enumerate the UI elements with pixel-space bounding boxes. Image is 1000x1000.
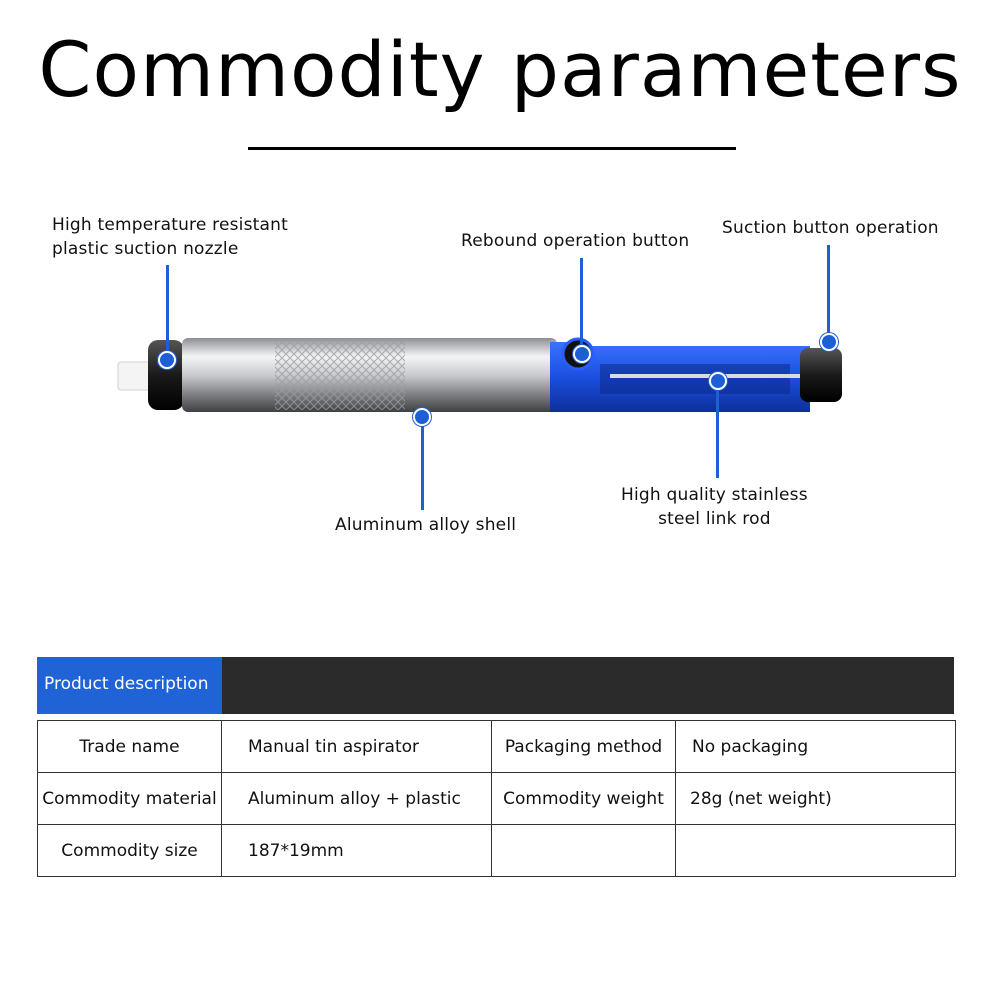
leader-suction — [827, 245, 830, 338]
page-title: Commodity parameters — [38, 25, 962, 114]
spec-value: Aluminum alloy + plastic — [222, 773, 492, 825]
marker-suction — [820, 333, 838, 351]
spec-table — [37, 720, 956, 877]
spec-key: Commodity size — [38, 825, 222, 877]
marker-rod — [709, 372, 727, 390]
marker-rebound — [573, 345, 591, 363]
knurled-grip — [275, 340, 405, 410]
leader-shell — [421, 420, 424, 510]
nozzle-tip — [118, 362, 150, 390]
leader-nozzle — [166, 265, 169, 359]
callout-nozzle — [52, 213, 288, 261]
callout-nozzle-line2: plastic suction nozzle — [52, 239, 239, 259]
spec-key: Commodity weight — [492, 773, 676, 825]
spec-key — [492, 825, 676, 877]
title-underline — [248, 147, 736, 150]
table-row — [38, 825, 956, 877]
table-row — [38, 721, 956, 773]
leader-rod — [716, 382, 719, 478]
callout-suction: Suction button operation — [722, 218, 939, 238]
description-header-label: Product description — [44, 674, 209, 694]
marker-shell — [413, 408, 431, 426]
callout-rod — [621, 483, 808, 531]
callout-rebound: Rebound operation button — [461, 231, 690, 251]
callout-shell: Aluminum alloy shell — [335, 515, 517, 535]
spec-value: No packaging — [676, 721, 956, 773]
spec-value: 187*19mm — [222, 825, 492, 877]
spec-value: Manual tin aspirator — [222, 721, 492, 773]
spec-key: Packaging method — [492, 721, 676, 773]
spec-key: Commodity material — [38, 773, 222, 825]
suction-button — [800, 348, 842, 402]
spec-value — [676, 825, 956, 877]
desoldering-pump-image — [110, 330, 850, 420]
spec-value: 28g (net weight) — [676, 773, 956, 825]
callout-rod-line1: High quality stainless — [621, 485, 808, 505]
housing-slot — [600, 364, 790, 394]
callout-rod-line2: steel link rod — [658, 509, 771, 529]
callout-nozzle-line1: High temperature resistant — [52, 215, 288, 235]
leader-rebound — [580, 258, 583, 350]
marker-nozzle — [158, 351, 176, 369]
spec-key: Trade name — [38, 721, 222, 773]
table-row — [38, 773, 956, 825]
